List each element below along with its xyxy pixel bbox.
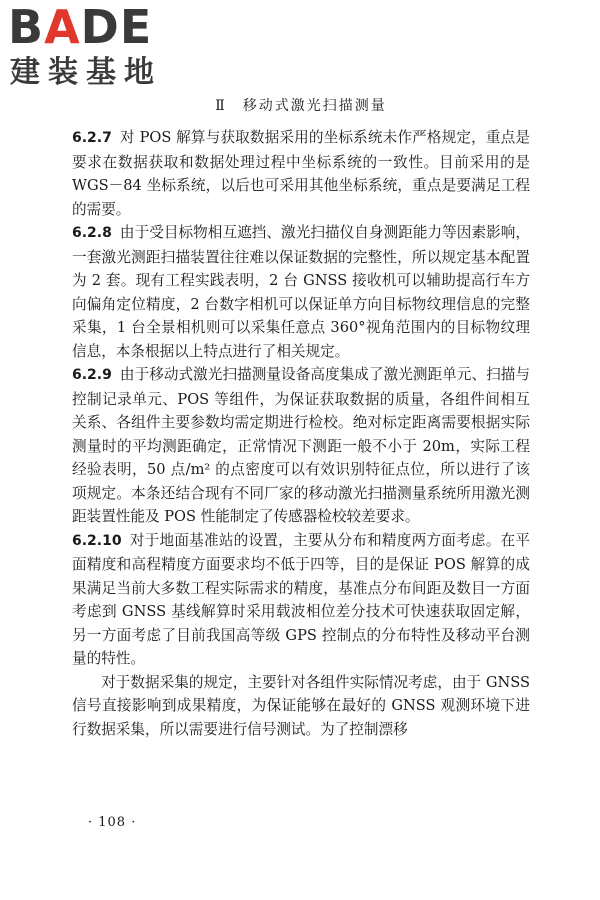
clause-text: 对 POS 解算与获取数据采用的坐标系统未作严格规定，重点是要求在数据获取和数据处理过程中坐标系统的一致性。目前采用的是 WGS－84 坐标系统，以后也可采用其他坐标系统，重点是要满足工程的需要。 xyxy=(72,129,530,218)
logo-letters-de: DE xyxy=(80,0,153,54)
clause-text: 由于受目标物相互遮挡、激光扫描仪自身测距能力等因素影响，一套激光测距扫描装置往往难以保证数据的完整性，所以规定基本配置为 2 套。现有工程实践表明，2 台 GNSS 接收机可以辅助提高行车方向偏角定位精度，2 台数字相机可以保证单方向目标物纹理信息的完整采集，1 台全景相机则可以采集任意点 360°视角范围内的目标物纹理信息，本条根据以上特点进行了相关规定。 xyxy=(72,224,530,360)
clause-6-2-9 xyxy=(72,363,530,529)
logo-letter-a: A xyxy=(44,0,81,54)
closing-paragraph: 对于数据采集的规定，主要针对各组件实际情况考虑，由于 GNSS 信号直接影响到成果精度，为保证能够在最好的 GNSS 观测环境下进行数据采集，所以需要进行信号测试。为了控制漂移 xyxy=(72,673,530,738)
section-title: Ⅱ 移动式激光扫描测量 xyxy=(215,98,387,114)
clause-text: 对于地面基准站的设置，主要从分布和精度两方面考虑。在平面精度和高程精度方面要求均不低于四等，目的是保证 POS 解算的成果满足当前大多数工程实际需求的精度，基准点分布间距及数目一方面考虑到 GNSS 基线解算时采用载波相位差分技术可快速获取固定解，另一方面考虑了目前我国高等级 GPS 控制点的分布特性及移动平台测量的特性。 xyxy=(72,531,530,667)
logo-chinese-name: 建装基地 xyxy=(10,55,162,90)
clause-6-2-8 xyxy=(72,221,530,363)
logo-wordmark xyxy=(8,0,153,54)
clause-6-2-10 xyxy=(72,529,530,671)
logo-letter-b: B xyxy=(8,0,45,54)
page-number: · 108 · xyxy=(88,815,137,830)
clause-6-2-7 xyxy=(72,126,530,221)
clause-number: 6.2.7 xyxy=(72,130,112,146)
page-body xyxy=(72,96,530,741)
clause-number: 6.2.10 xyxy=(72,532,122,549)
clause-number: 6.2.8 xyxy=(72,225,112,241)
clause-number: 6.2.9 xyxy=(72,367,112,383)
bade-logo xyxy=(8,0,178,96)
clause-text: 由于移动式激光扫描测量设备高度集成了激光测距单元、扫描与控制记录单元、POS 等组件，为保证获取数据的质量，各组件间相互关系、各组件主要参数均需定期进行检校。绝对标定距离需要根据实际测量时的平均测距确定，正常情况下测距一般不小于 20m，实际工程经验表明，50 点/m² 的点密度可以有效识别特征点位，所以进行了该项规定。本条还结合现有不同厂家的移动激光扫描测量系统所用激光测距装置性能及 POS 性能制定了传感器检校较差要求。 xyxy=(72,366,530,525)
